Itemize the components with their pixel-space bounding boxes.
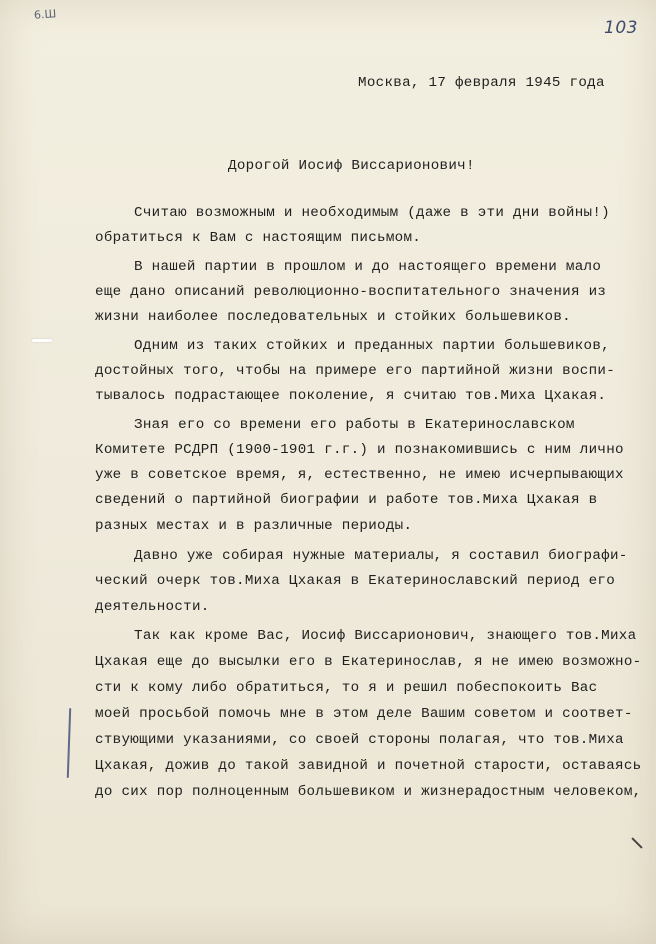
salutation: Дорогой Иосиф Виссарионович! bbox=[228, 158, 475, 174]
body-line: Давно уже собирая нужные материалы, я составил биографи- bbox=[134, 548, 628, 564]
page-number: 103 bbox=[604, 18, 638, 38]
margin-pen-mark bbox=[67, 708, 71, 778]
body-line: деятельности. bbox=[95, 599, 210, 615]
corner-tick-mark bbox=[631, 837, 642, 848]
body-line: ческий очерк тов.Миха Цхакая в Екатеринославский период его bbox=[95, 573, 616, 589]
body-line: до сих пор полноценным большевиком и жизнерадостным человеком, bbox=[95, 784, 642, 800]
body-line: моей просьбой помочь мне в этом деле Вашим советом и соответ- bbox=[95, 706, 633, 722]
body-line: разных местах и в различные периоды. bbox=[95, 518, 413, 534]
body-line: сведений о партийной биографии и работе тов.Миха Цхакая в bbox=[95, 492, 598, 508]
body-line: жизни наиболее последовательных и стойких большевиков. bbox=[95, 309, 571, 325]
body-line: обратиться к Вам с настоящим письмом. bbox=[95, 230, 422, 246]
archive-mark: 6.Ш bbox=[33, 7, 57, 22]
body-line: уже в советское время, я, естественно, не имею исчерпывающих bbox=[95, 467, 624, 483]
body-line: Комитете РСДРП (1900-1901 г.г.) и познакомившись с ним лично bbox=[95, 442, 624, 458]
body-line: еще дано описаний революционно-воспитательного значения из bbox=[95, 284, 607, 300]
body-line: Считаю возможным и необходимым (даже в эти дни войны!) bbox=[134, 205, 610, 221]
dateline: Москва, 17 февраля 1945 года bbox=[358, 75, 605, 91]
body-line: сти к кому либо обратиться, то я и решил побеспокоить Вас bbox=[95, 680, 598, 696]
body-line: ствующими указаниями, со своей стороны полагая, что тов.Миха bbox=[95, 732, 624, 748]
margin-dash-mark bbox=[32, 339, 52, 342]
body-line: Зная его со времени его работы в Екатеринославском bbox=[134, 417, 575, 433]
body-line: Цхакая еще до высылки его в Екатеринослав, я не имею возможно- bbox=[95, 654, 642, 670]
body-line: В нашей партии в прошлом и до настоящего времени мало bbox=[134, 259, 602, 275]
body-line: достойных того, чтобы на примере его партийной жизни воспи- bbox=[95, 363, 616, 379]
body-line: Одним из таких стойких и преданных партии большевиков, bbox=[134, 338, 610, 354]
body-line: тывалось подрастающее поколение, я считаю тов.Миха Цхакая. bbox=[95, 388, 607, 404]
body-line: Цхакая, дожив до такой завидной и почетной старости, оставаясь bbox=[95, 758, 642, 774]
body-line: Так как кроме Вас, Иосиф Виссарионович, знающего тов.Миха bbox=[134, 628, 637, 644]
